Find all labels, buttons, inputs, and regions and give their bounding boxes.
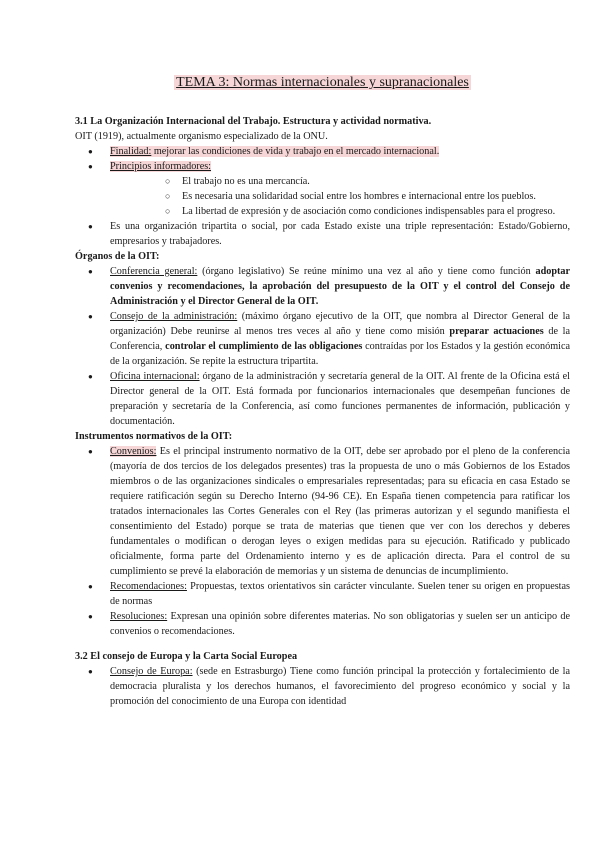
resoluciones-item: ● Resoluciones: Expresan una opinión sobre diferentes materias. No son obligatorias y suelen ser un anticipo de convenios o recomendaciones. (75, 609, 570, 639)
consejo-europa-list (75, 664, 570, 709)
principios-item: ● Principios informadores: ○ El trabajo no es una mercancía. ○ Es necesaria una solidaridad social entre los hombres e internacional entre los pueblos. ○ La libertad de expresión y de asociación como condiciones indispensables para el progreso. (75, 159, 570, 219)
oit-features-list (75, 144, 570, 249)
finalidad-highlight: Finalidad: mejorar las condiciones de vida y trabajo en el mercado internacional. (110, 146, 440, 157)
section-3-2-heading: 3.2 El consejo de Europa y la Carta Social Europea (75, 651, 298, 662)
organos-list (75, 264, 570, 429)
consejo-europa-item: ● Consejo de Europa: (sede en Estrasburgo) Tiene como función principal la protección y fortalecimiento de la democracia pluralista y los derechos humanos, el favorecimiento del progreso económico y social y la promoción del conocimiento de una Europa con identidad (75, 664, 570, 709)
principio-item: ○ Es necesaria una solidaridad social entre los hombres e internacional entre los pueblos. (110, 189, 570, 204)
document-body (75, 114, 570, 709)
convenios-item: ● Convenios: Es el principal instrumento normativo de la OIT, debe ser aprobado por el pleno de la conferencia (mayoría de dos tercios de los delegados presentes) tras la propuesta de uno o más Gobiernos de los Estados miembros o de las organizaciones sindicales o empresariales representadas; para su eficacia en casa Estado se requiere ratificación según su Derecho Interno (94-96 CE). En España tienen competencia para ratificar los tratados internacionales las Cortes Generales con el Rey (las primeras autorizan y el segundo manifiesta el consentimiento del Estado) porque se trata de materias que tienen que ver con los derechos y deberes fundamentales o modifican o derogan leyes o exigen medidas para su ejecución. Ratificado y publicado oficialmente, forma parte del Ordenamiento interno y es de aplicación directa. Para el control de su cumplimiento se prevé la elaboración de memorias y un sistema de denuncias de incumplimiento. (75, 444, 570, 579)
instrumentos-list (75, 444, 570, 639)
principio-item: ○ La libertad de expresión y de asociación como condiciones indispensables para el progreso. (110, 204, 570, 219)
organos-heading: Órganos de la OIT: (75, 251, 160, 262)
finalidad-item (75, 144, 570, 159)
principio-item: ○ El trabajo no es una mercancía. (110, 174, 570, 189)
oficina-item: ● Oficina internacional: órgano de la administración y secretaría general de la OIT. Al frente de la Oficina está el Director general de la OIT. Está formada por funcionarios internacionales que desempeñan funciones de preparación y secretaría de la Conferencia, así como funciones permanentes de información, publicación y documentación. (75, 369, 570, 429)
consejo-administracion-item: ● Consejo de la administración: (máximo órgano ejecutivo de la OIT, que nombra al Director General de la organización) Debe reunirse al menos tres veces al año y tiene como misión preparar actuaciones de la Conferencia, controlar el cumplimiento de las obligaciones contraídas por los Estados y la gestión económica de la organización. Se repite la estructura tripartita. (75, 309, 570, 369)
section-3-1-heading: 3.1 La Organización Internacional del Trabajo. Estructura y actividad normativa. (75, 116, 432, 127)
instrumentos-heading: Instrumentos normativos de la OIT: (75, 431, 233, 442)
tripartita-item: ● Es una organización tripartita o social, por cada Estado existe una triple representación: Estado/Gobierno, empresarios y trabajadores. (75, 219, 570, 249)
recomendaciones-item: ● Recomendaciones: Propuestas, textos orientativos sin carácter vinculante. Suelen tener su origen en propuestas de normas (75, 579, 570, 609)
page-title: TEMA 3: Normas internacionales y supranacionales (176, 75, 469, 90)
principios-list (110, 174, 570, 219)
conferencia-item: ● Conferencia general: (órgano legislativo) Se reúne mínimo una vez al año y tiene como función adoptar convenios y recomendaciones, la aprobación del presupuesto de la OIT y el control del Consejo de Administración y el Director General de la OIT. (75, 264, 570, 309)
oit-intro: OIT (1919), actualmente organismo especializado de la ONU. (75, 131, 328, 142)
